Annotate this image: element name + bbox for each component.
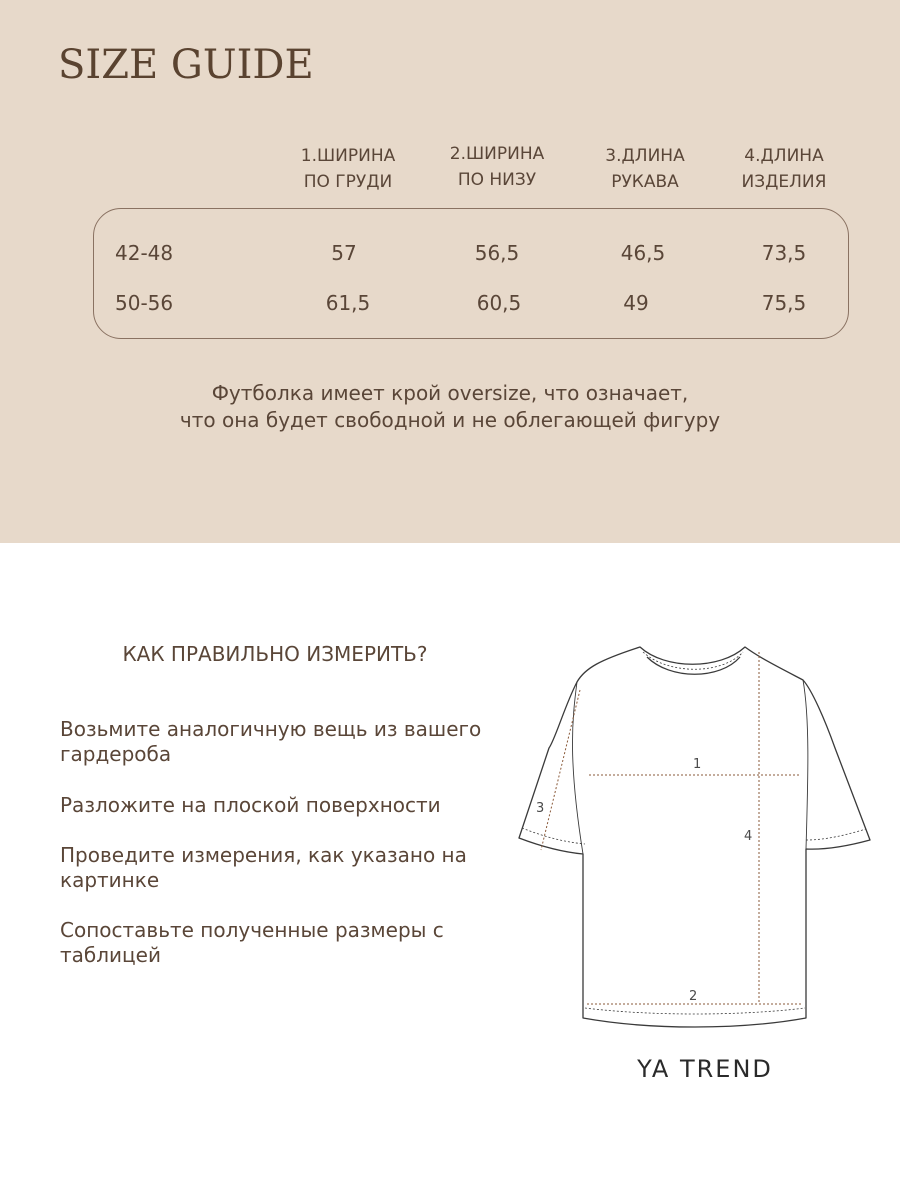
hem-stitch bbox=[585, 1008, 805, 1014]
measure-label-4: 4 bbox=[744, 829, 753, 844]
table-cell: 61,5 bbox=[325, 291, 371, 315]
table-cell: 75,5 bbox=[761, 291, 807, 315]
column-header-line: 1.ШИРИНА bbox=[300, 146, 396, 166]
measure-label-1: 1 bbox=[693, 757, 702, 772]
column-header-line: ПО ГРУДИ bbox=[303, 172, 393, 192]
step-item bbox=[60, 843, 500, 893]
measure-line-3 bbox=[541, 690, 580, 850]
step-item bbox=[60, 717, 500, 767]
column-header-line: РУКАВА bbox=[611, 172, 679, 192]
table-cell-size: 42-48 bbox=[115, 241, 174, 265]
table-cell: 56,5 bbox=[474, 241, 520, 265]
size-table bbox=[93, 208, 849, 339]
howto-title: КАК ПРАВИЛЬНО ИЗМЕРИТЬ? bbox=[122, 642, 428, 666]
left-shoulder-seam bbox=[572, 682, 583, 854]
note-line: что она будет свободной и не облегающей фигуру bbox=[179, 408, 721, 432]
step-line: Возьмите аналогичную вещь из вашего bbox=[60, 717, 482, 741]
column-header-sleeve-length bbox=[570, 143, 720, 195]
table-cell-size: 50-56 bbox=[115, 291, 174, 315]
step-item bbox=[60, 793, 500, 818]
tshirt-outline bbox=[519, 647, 870, 1027]
step-line: Проведите измерения, как указано на bbox=[60, 843, 467, 867]
column-header-line: ПО НИЗУ bbox=[457, 170, 537, 190]
column-header-chest-width bbox=[273, 143, 423, 195]
step-line: картинке bbox=[60, 868, 160, 892]
tshirt-diagram bbox=[505, 630, 885, 1060]
column-header-line: ИЗДЕЛИЯ bbox=[741, 172, 827, 192]
note-line: Футболка имеет крой oversize, что означает, bbox=[211, 381, 689, 405]
page-title: SIZE GUIDE bbox=[58, 42, 314, 88]
table-cell: 49 bbox=[623, 291, 649, 315]
column-header-line: 4.ДЛИНА bbox=[744, 146, 824, 166]
oversize-note bbox=[0, 380, 900, 434]
brand-logo: YA TREND bbox=[637, 1055, 773, 1083]
table-cell: 46,5 bbox=[620, 241, 666, 265]
column-header-garment-length bbox=[709, 143, 859, 195]
table-cell: 73,5 bbox=[761, 241, 807, 265]
step-item bbox=[60, 918, 500, 968]
right-cuff bbox=[806, 829, 866, 840]
left-cuff bbox=[522, 828, 585, 844]
table-cell: 60,5 bbox=[476, 291, 522, 315]
column-header-bottom-width bbox=[422, 141, 572, 193]
right-shoulder-seam bbox=[803, 680, 808, 849]
size-guide-panel bbox=[0, 0, 900, 543]
step-line: Сопоставьте полученные размеры с bbox=[60, 918, 444, 942]
column-header-line: 3.ДЛИНА bbox=[605, 146, 685, 166]
column-header-line: 2.ШИРИНА bbox=[449, 144, 545, 164]
measure-label-2: 2 bbox=[689, 989, 698, 1004]
measure-label-3: 3 bbox=[536, 801, 545, 816]
table-cell: 57 bbox=[331, 241, 357, 265]
step-line: гардероба bbox=[60, 742, 172, 766]
step-line: Разложите на плоской поверхности bbox=[60, 793, 441, 817]
step-line: таблицей bbox=[60, 943, 161, 967]
